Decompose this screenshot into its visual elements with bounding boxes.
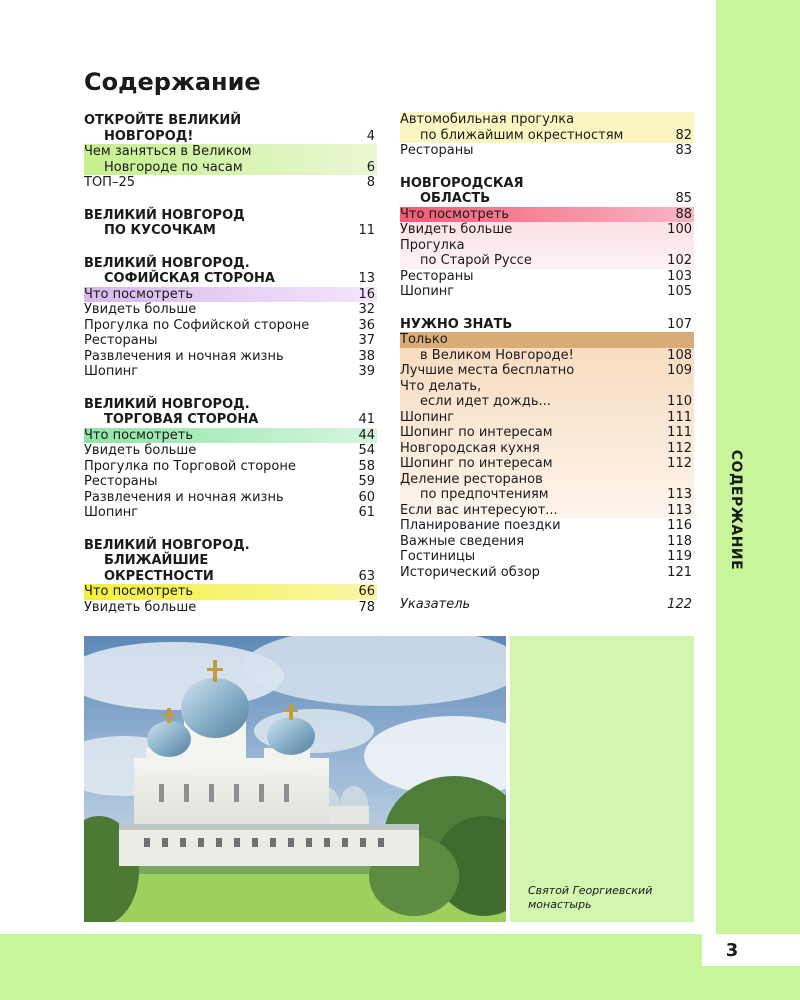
toc-item[interactable]: ТОП–25 8: [84, 175, 375, 190]
caption-panel: [510, 636, 694, 922]
toc-item[interactable]: Увидеть больше 78: [84, 599, 375, 615]
toc-item[interactable]: Рестораны 37: [84, 333, 375, 348]
toc-item[interactable]: Что посмотреть 44: [84, 427, 375, 443]
toc-item[interactable]: если идет дождь... 110: [420, 394, 692, 409]
bottom-band: [0, 934, 800, 1000]
toc-item[interactable]: Увидеть больше 100: [400, 222, 692, 237]
toc-item[interactable]: Шопинг 111: [400, 409, 692, 425]
toc-item[interactable]: Шопинг 61: [84, 505, 375, 520]
toc-item[interactable]: Только: [400, 332, 694, 348]
toc-item[interactable]: в Великом Новгороде! 108: [420, 347, 692, 363]
toc-item[interactable]: по предпочтениям 113: [420, 487, 692, 502]
toc-item[interactable]: Шопинг 39: [84, 364, 375, 379]
toc-item[interactable]: Рестораны 83: [400, 143, 692, 158]
toc-section-trade-side[interactable]: ВЕЛИКИЙ НОВГОРОД. ТОРГОВАЯ СТОРОНА 41: [84, 396, 375, 427]
side-label: СОДЕРЖАНИЕ: [728, 449, 745, 571]
toc-item-group: [400, 222, 694, 269]
toc-item[interactable]: Если вас интересуют... 113: [400, 502, 692, 518]
toc-item[interactable]: Новгородская кухня 112: [400, 440, 692, 456]
toc-item[interactable]: Рестораны 59: [84, 474, 375, 489]
photo-caption: Святой Георгиевский монастырь: [528, 884, 653, 911]
toc-item[interactable]: Прогулка: [400, 237, 465, 253]
toc-section-sofia-side[interactable]: ВЕЛИКИЙ НОВГОРОД. СОФИЙСКАЯ СТОРОНА 13: [84, 255, 375, 286]
toc-item[interactable]: Важные сведения 118: [400, 533, 692, 549]
toc-item[interactable]: Что посмотреть 66: [84, 584, 375, 599]
toc-section-surroundings[interactable]: ВЕЛИКИЙ НОВГОРОД. БЛИЖАЙШИЕ ОКРЕСТНОСТИ 63: [84, 537, 375, 584]
toc-item[interactable]: Новгороде по часам 6: [84, 160, 377, 176]
toc-section-discover: ОТКРОЙТЕ ВЕЛИКИЙ НОВГОРОД! 4: [84, 113, 375, 144]
toc-item[interactable]: Автомобильная прогулка: [400, 112, 575, 127]
toc-item[interactable]: Что посмотреть 88: [400, 206, 692, 222]
toc-item[interactable]: Рестораны 103: [400, 268, 692, 284]
toc-item[interactable]: Развлечения и ночная жизнь 38: [84, 348, 375, 364]
toc-item[interactable]: Развлечения и ночная жизнь 60: [84, 489, 375, 505]
toc-right-column: [400, 112, 694, 613]
toc-section-pieces[interactable]: ВЕЛИКИЙ НОВГОРОД ПО КУСОЧКАМ 11: [84, 207, 375, 238]
toc-item[interactable]: Планирование поездки 116: [400, 518, 692, 533]
toc-item[interactable]: по ближайшим окрестностям 82: [420, 127, 692, 143]
toc-item-group: [400, 112, 694, 143]
toc-item[interactable]: Увидеть больше 32: [84, 302, 375, 317]
toc-item[interactable]: Деление ресторанов: [400, 471, 543, 487]
toc-item[interactable]: Прогулка по Софийской стороне 36: [84, 317, 375, 333]
toc-left-column: [84, 113, 377, 615]
toc-item[interactable]: Увидеть больше 54: [84, 443, 375, 458]
toc-item[interactable]: Лучшие места бесплатно 109: [400, 363, 692, 378]
toc-item[interactable]: Гостиницы 119: [400, 549, 692, 564]
toc-item[interactable]: Исторический обзор 121: [400, 564, 692, 580]
page-title: Содержание: [84, 68, 261, 96]
toc-item[interactable]: Шопинг по интересам 112: [400, 456, 692, 471]
toc-item[interactable]: Шопинг 105: [400, 284, 692, 299]
toc-item[interactable]: Что делать,: [400, 378, 482, 394]
monastery-photo: [84, 636, 506, 922]
toc-item-group: [400, 348, 694, 519]
toc-item[interactable]: Что посмотреть 16: [84, 286, 375, 302]
toc-item-index[interactable]: Указатель 122: [400, 597, 692, 612]
toc-section-need-to-know[interactable]: НУЖНО ЗНАТЬ 107: [400, 316, 692, 332]
page-number: 3: [725, 939, 739, 961]
toc-section-region[interactable]: НОВГОРОДСКАЯ ОБЛАСТЬ 85: [400, 175, 692, 206]
toc-item[interactable]: по Старой Руссе 102: [420, 253, 692, 268]
toc-item[interactable]: Шопинг по интересам 111: [400, 425, 692, 440]
toc-item[interactable]: Прогулка по Торговой стороне 58: [84, 458, 375, 474]
toc-item[interactable]: Чем заняться в Великом: [84, 144, 377, 160]
